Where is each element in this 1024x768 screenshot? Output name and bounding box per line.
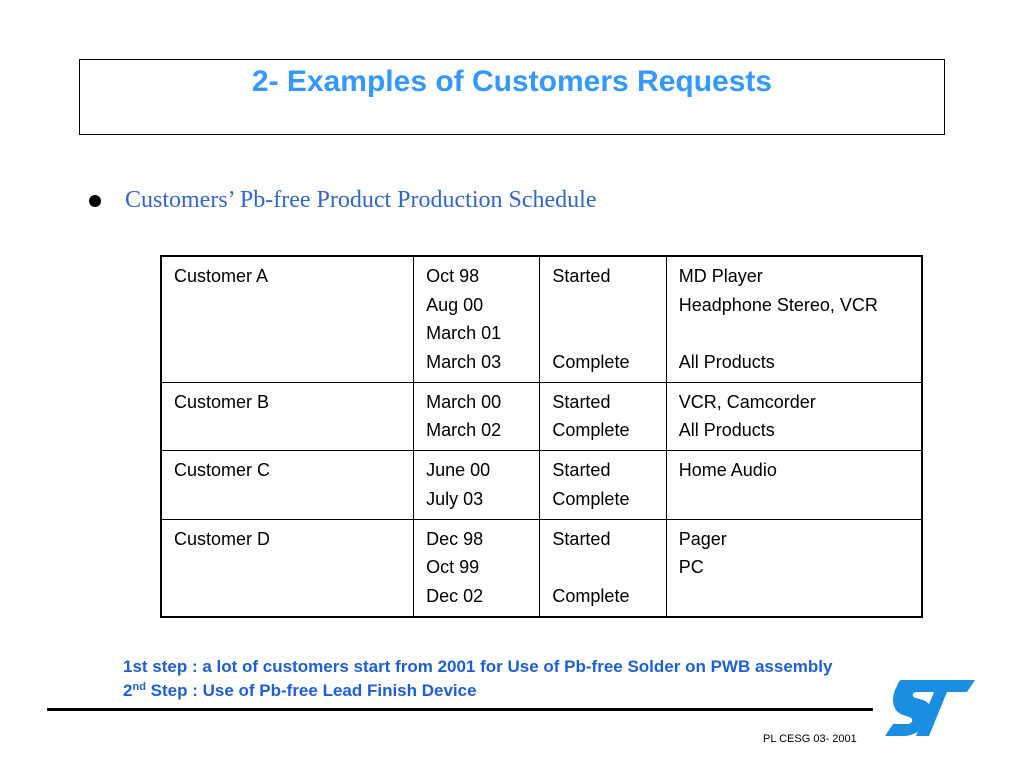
table-row: [161, 256, 922, 382]
footnote-step-2-suffix: nd: [132, 681, 146, 693]
status-cell: [540, 451, 666, 519]
bullet-dot: [89, 195, 101, 207]
product-cell: [666, 256, 922, 382]
status-line: Started: [552, 460, 611, 481]
status-line: Complete: [552, 352, 630, 373]
date-line: March 00: [426, 391, 502, 412]
status-line: Started: [552, 528, 611, 549]
date-line: Oct 98: [426, 266, 480, 286]
product-line: [679, 319, 921, 348]
slide-title: 2- Examples of Customers Requests: [251, 65, 773, 98]
status-line: [552, 291, 665, 320]
status-line: [552, 319, 665, 348]
bullet-heading: Customers’ Pb-free Product Production Schedule: [125, 187, 597, 213]
table-row: [161, 382, 922, 450]
date-line: Dec 02: [426, 585, 484, 606]
product-cell: [666, 451, 922, 519]
date-line: Oct 99: [426, 557, 480, 578]
product-line: [679, 582, 921, 611]
customer-cell: Customer C: [161, 451, 414, 519]
date-cell: [414, 256, 540, 382]
date-line: June 00: [426, 460, 491, 481]
product-line: All Products: [678, 352, 775, 373]
date-line: Dec 98: [426, 528, 484, 549]
schedule-table: [160, 255, 923, 618]
date-line: March 03: [426, 352, 502, 373]
status-cell: [540, 519, 666, 617]
product-line: Headphone Stereo, VCR: [678, 294, 878, 315]
date-cell: [414, 382, 540, 450]
footnote-step-2-text: Step : Use of Pb-free Lead Finish Device: [145, 681, 477, 700]
status-line: Started: [552, 391, 611, 412]
customer-cell: Customer B: [161, 382, 414, 450]
date-cell: [414, 451, 540, 519]
product-line: VCR, Camcorder: [678, 391, 816, 412]
product-line: [679, 485, 921, 514]
status-line: Complete: [552, 420, 630, 441]
footer-code: PL CESG 03- 2001: [763, 733, 857, 745]
date-line: March 02: [426, 420, 502, 441]
st-logo-shape: [885, 680, 975, 736]
product-line: All Products: [678, 420, 775, 441]
table-row: [161, 519, 922, 617]
footnote-step-1: 1st step : a lot of customers start from 2001 for Use of Pb-free Solder on PWB assembly: [123, 657, 833, 676]
status-line: Complete: [552, 585, 630, 606]
product-line: Pager: [678, 528, 727, 549]
product-cell: [666, 382, 922, 450]
footnote-step-2-number: 2: [123, 681, 133, 700]
status-line: Complete: [552, 488, 630, 509]
footer-divider: [47, 708, 873, 711]
footnote-step-2: [123, 680, 477, 702]
product-line: MD Player: [678, 266, 763, 286]
customer-cell: Customer D: [161, 519, 414, 617]
schedule-table-body: [161, 256, 922, 617]
date-line: March 01: [426, 323, 502, 344]
date-cell: [414, 519, 540, 617]
table-row: [161, 451, 922, 519]
st-logo-icon: [883, 676, 978, 740]
product-cell: [666, 519, 922, 617]
date-line: Aug 00: [426, 294, 484, 315]
product-line: Home Audio: [678, 460, 777, 481]
date-line: July 03: [426, 488, 484, 509]
product-line: PC: [678, 557, 704, 578]
status-cell: [540, 256, 666, 382]
status-line: Started: [552, 266, 611, 286]
status-cell: [540, 382, 666, 450]
customer-cell: Customer A: [161, 256, 414, 382]
status-line: [552, 553, 665, 582]
